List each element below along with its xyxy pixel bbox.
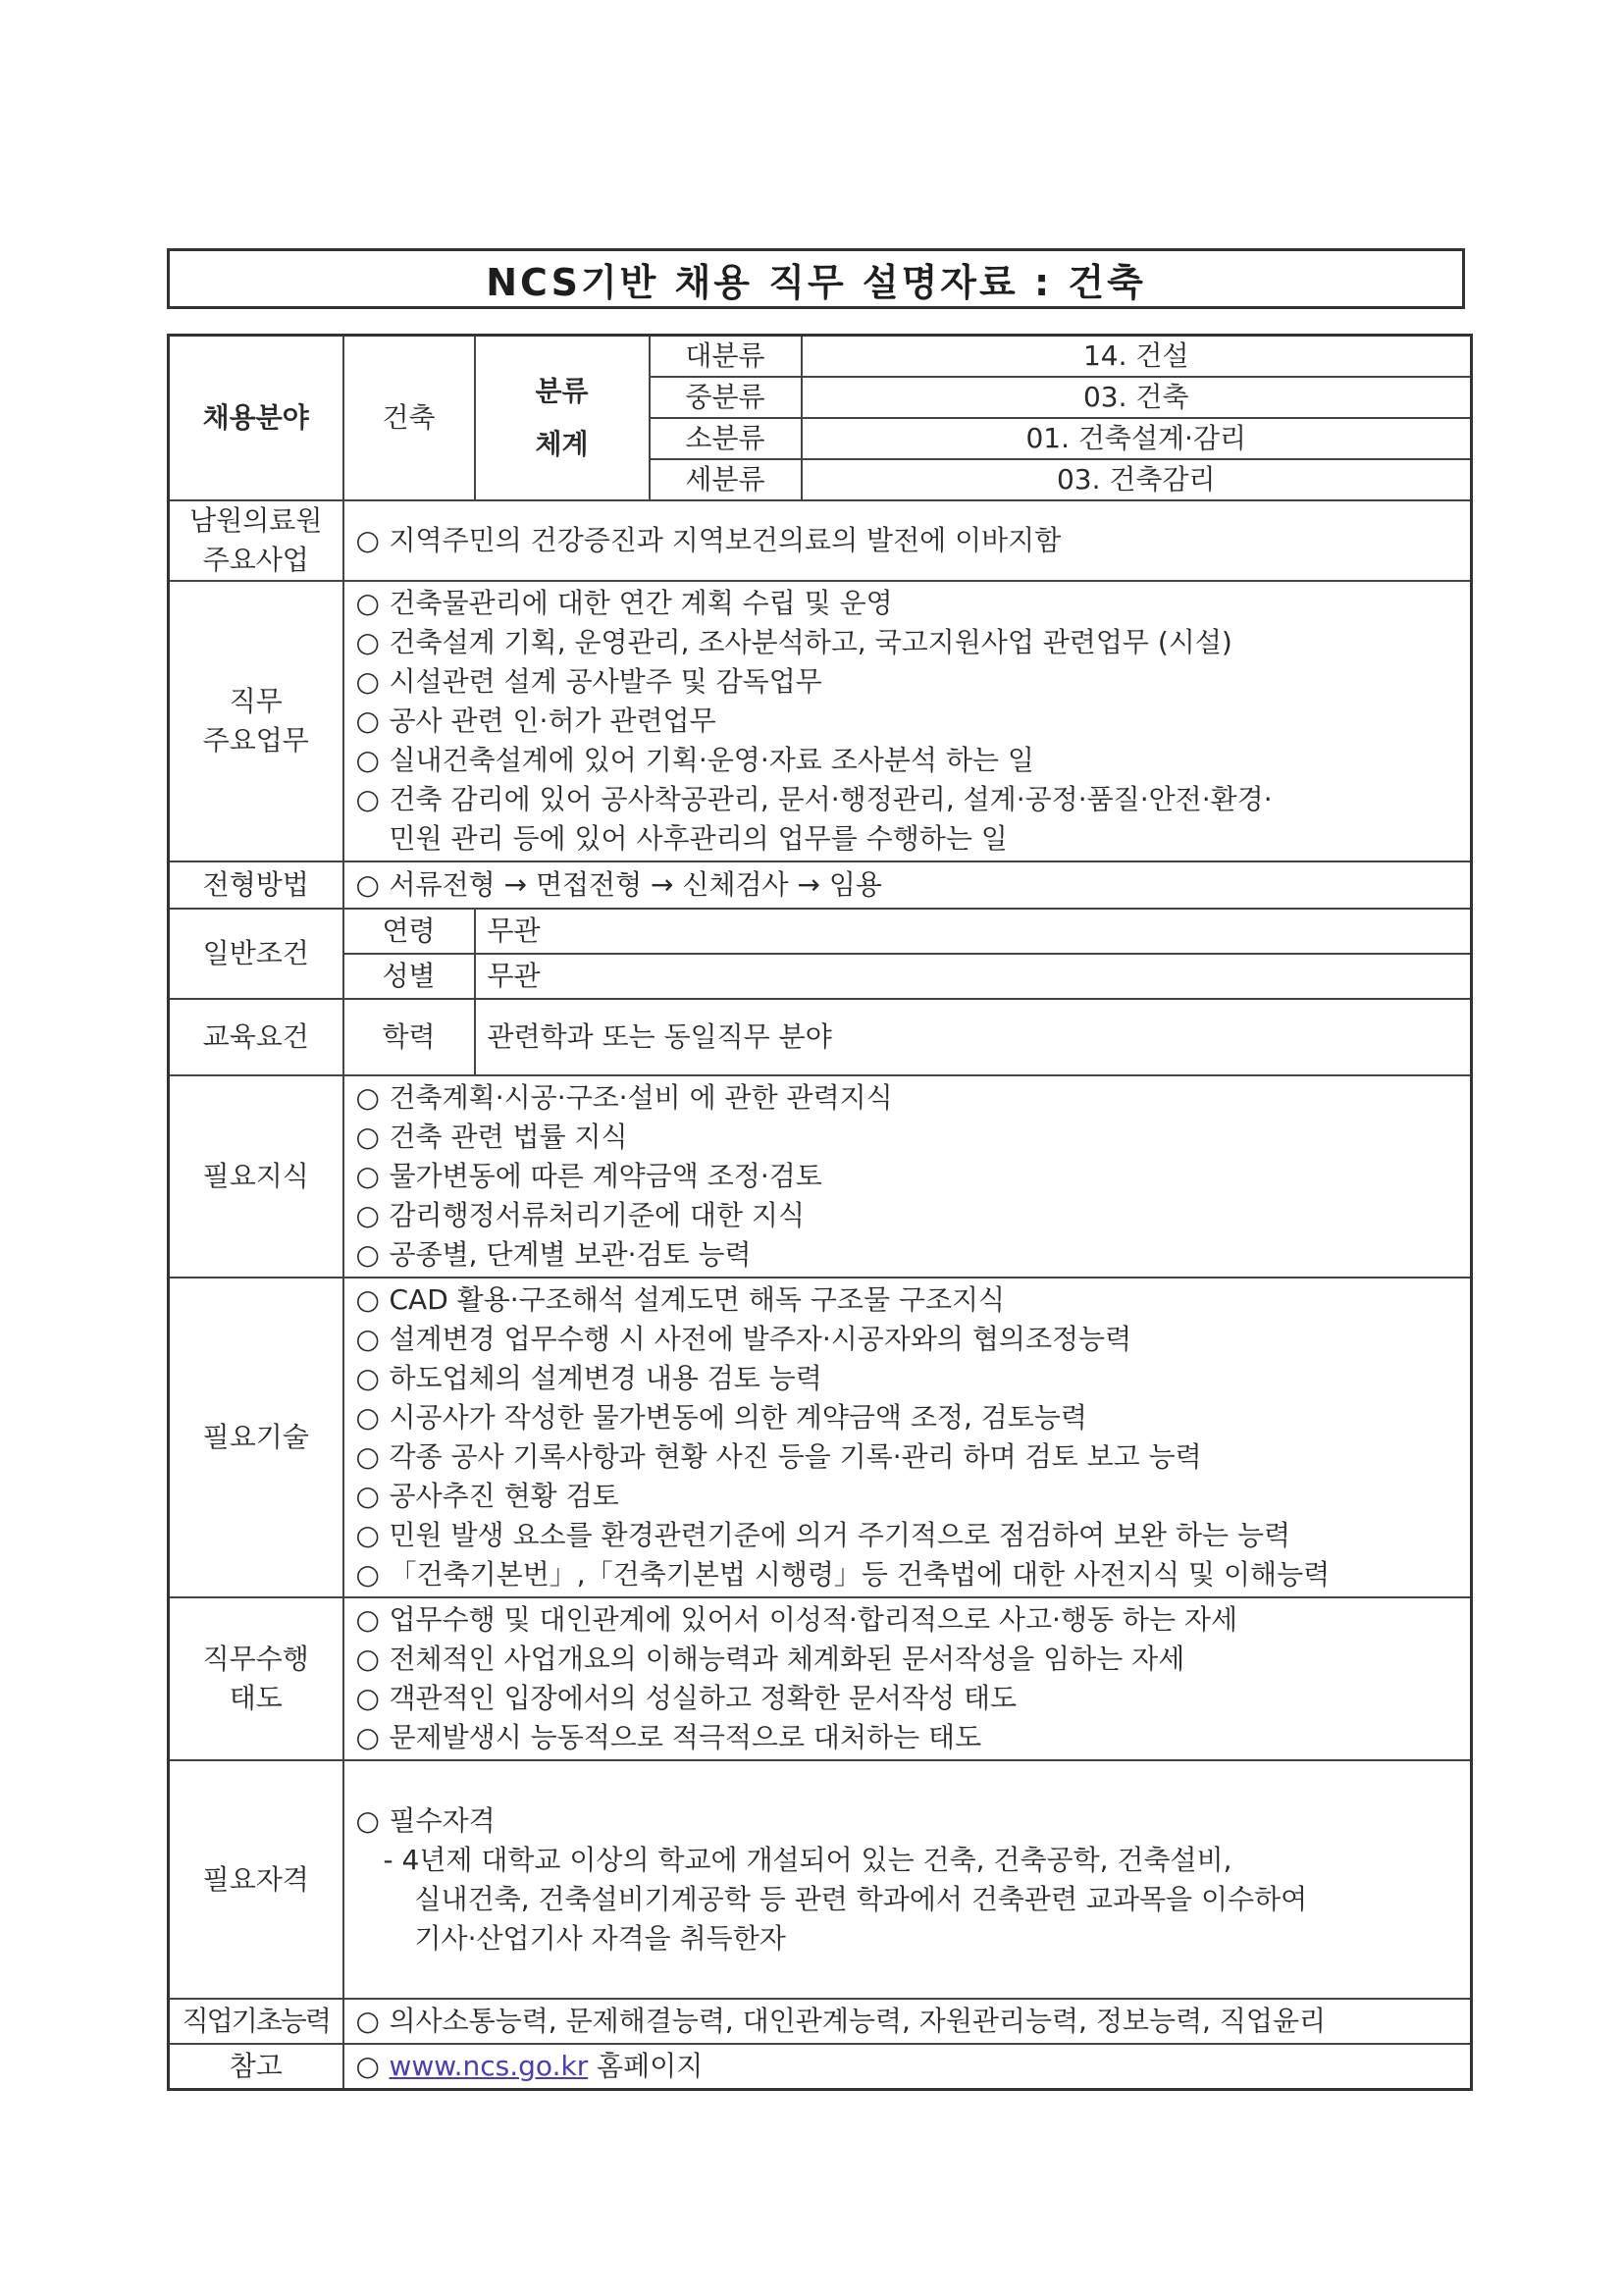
age-value: 무관 [475,909,1472,954]
bullet-icon: ○ [355,704,380,737]
list-item: ○ 민원 발생 요소를 환경관련기준에 의거 주기적으로 점검하여 보완 하는 능력 [356,1516,1459,1555]
list-item: ○ 감리행정서류처리기준에 대한 지식 [356,1196,1459,1235]
class-minor-value: 01. 건축설계·감리 [802,418,1472,459]
knowledge-content [343,1075,1472,1278]
bullet-icon: ○ [355,1803,380,1837]
field-label: 채용분야 [169,336,343,501]
list-item: ○ 업무수행 및 대인관계에 있어서 이성적·합리적으로 사고·행동 하는 자세 [356,1600,1459,1640]
business-text: 지역주민의 건강증진과 지역보건의료의 발전에 이바지함 [389,524,1062,556]
list-item: ○ 「건축기본번」,「건축기본법 시행령」등 건축법에 대한 사전지식 및 이해능력 [356,1555,1459,1594]
bullet-icon: ○ [355,1160,380,1192]
list-item: ○ 공사 관련 인·허가 관련업무 [356,702,1459,741]
qualification-label: 필요자격 [169,1760,343,1999]
qualification-line: 실내건축, 건축설비기계공학 등 관련 학과에서 건축관련 교과목을 이수하여 [414,1882,1308,1915]
business-content [343,500,1472,581]
bullet-icon: ○ [355,626,380,658]
bullet-icon: ○ [355,1643,380,1675]
list-item: ○ CAD 활용·구조해석 설계도면 해독 구조물 구조지식 [356,1280,1459,1320]
class-detail-value: 03. 건축감리 [802,459,1472,500]
class-middle-label: 중분류 [650,377,802,418]
duties-label-2: 주요업무 [202,724,309,757]
education-sub-label: 학력 [343,999,475,1075]
bullet-icon: ○ [355,1283,380,1316]
duties-label-1: 직무 [229,685,283,717]
basic-text: 의사소통능력, 문제해결능력, 대인관계능력, 자원관리능력, 정보능력, 직업윤리 [389,2005,1327,2037]
education-value: 관련학과 또는 동일직무 분야 [475,999,1472,1075]
bullet-icon: ○ [355,1323,380,1355]
bullet-icon: ○ [355,524,380,556]
qualification-line: - 4년제 대학교 이상의 학교에 개설되어 있는 건축, 건축공학, 건축설비, [383,1843,1232,1876]
class-middle-value: 03. 건축 [802,377,1472,418]
bullet-icon: ○ [355,1238,380,1271]
classification-label-1: 분류 [535,375,589,407]
general-label: 일반조건 [169,909,343,999]
list-item: ○ 전체적인 사업개요의 이해능력과 체계화된 문서작성을 임하는 자세 [356,1640,1459,1679]
classification-label [475,336,650,501]
reference-content [343,2044,1472,2090]
reference-label: 참고 [169,2044,343,2090]
skills-content [343,1278,1472,1597]
bullet-icon: ○ [355,868,380,901]
knowledge-label: 필요지식 [169,1075,343,1278]
bullet-icon: ○ [355,665,380,698]
bullet-icon: ○ [355,1603,380,1636]
basic-content [343,1999,1472,2044]
class-major-value: 14. 건설 [802,336,1472,378]
job-description-table [167,334,1473,2091]
list-item: ○ 각종 공사 기록사항과 현황 사진 등을 기록·관리 하며 검토 보고 능력 [356,1437,1459,1477]
business-label [169,500,343,581]
list-item: ○ 설계변경 업무수행 시 사전에 발주자·시공자와의 협의조정능력 [356,1320,1459,1359]
list-item: ○ 시설관련 설계 공사발주 및 감독업무 [356,662,1459,702]
attitude-label-2: 태도 [229,1682,283,1714]
basic-label: 직업기초능력 [169,1999,343,2044]
qualification-content [343,1760,1472,1999]
list-item: ○ 건축설계 기획, 운영관리, 조사분석하고, 국고지원사업 관련업무 (시설) [356,623,1459,662]
attitude-label [169,1597,343,1760]
bullet-icon: ○ [355,1401,380,1434]
bullet-icon: ○ [355,1199,380,1231]
duties-label [169,581,343,861]
list-item: ○ 공종별, 단계별 보관·검토 능력 [356,1235,1459,1275]
bullet-icon: ○ [355,587,380,619]
attitude-label-1: 직무수행 [202,1643,309,1675]
duties-content [343,581,1472,861]
qualification-line: 기사·산업기사 자격을 취득한자 [414,1921,786,1955]
bullet-icon: ○ [355,1682,380,1714]
qualification-head: ○ 필수자격 [356,1801,1459,1841]
list-item: ○ 객관적인 입장에서의 성실하고 정확한 문서작성 태도 [356,1679,1459,1718]
bullet-icon: ○ [355,1121,380,1153]
ncs-link[interactable]: www.ncs.go.kr [389,2050,589,2082]
bullet-icon: ○ [355,2005,380,2037]
selection-label: 전형방법 [169,861,343,909]
class-detail-label: 세분류 [650,459,802,500]
list-item: ○ 물가변동에 따른 계약금액 조정·검토 [356,1157,1459,1196]
page-title: NCS기반 채용 직무 설명자료 : 건축 [167,248,1465,309]
class-minor-label: 소분류 [650,418,802,459]
list-item: ○ 건축 감리에 있어 공사착공관리, 문서·행정관리, 설계·공정·품질·안전·환경· [356,780,1459,819]
skills-label: 필요기술 [169,1278,343,1597]
bullet-icon: ○ [355,1081,380,1114]
list-item: ○ 실내건축설계에 있어 기획·운영·자료 조사분석 하는 일 [356,741,1459,780]
bullet-icon: ○ [355,1721,380,1753]
gender-label: 성별 [343,954,475,999]
bullet-icon: ○ [355,1558,380,1591]
age-label: 연령 [343,909,475,954]
bullet-icon: ○ [355,744,380,776]
selection-content [343,861,1472,909]
list-item: ○ 시공사가 작성한 물가변동에 의한 계약금액 조정, 검토능력 [356,1398,1459,1437]
classification-label-2: 체계 [535,428,589,460]
list-item: ○ 건축물관리에 대한 연간 계획 수립 및 운영 [356,584,1459,623]
gender-value: 무관 [475,954,1472,999]
bullet-icon: ○ [355,2050,380,2082]
bullet-icon: ○ [355,1362,380,1394]
business-label-1: 남원의료원 [189,504,323,537]
reference-suffix: 홈페이지 [588,2050,704,2082]
list-item: ○ 건축계획·시공·구조·설비 에 관한 관력지식 [356,1078,1459,1118]
list-item: ○ 건축 관련 법률 지식 [356,1118,1459,1157]
class-major-label: 대분류 [650,336,802,378]
education-label: 교육요건 [169,999,343,1075]
business-label-2: 주요사업 [202,544,309,576]
list-item: ○ 공사추진 현황 검토 [356,1477,1459,1516]
attitude-content [343,1597,1472,1760]
field-value: 건축 [343,336,475,501]
selection-text: 서류전형 → 면접전형 → 신체검사 → 임용 [389,868,882,901]
bullet-icon: ○ [355,1519,380,1551]
bullet-icon: ○ [355,783,380,815]
list-item: ○ 하도업체의 설계변경 내용 검토 능력 [356,1359,1459,1398]
bullet-icon: ○ [355,1480,380,1512]
list-item: ○ 문제발생시 능동적으로 적극적으로 대처하는 태도 [356,1718,1459,1757]
list-item-continuation: 민원 관리 등에 있어 사후관리의 업무를 수행하는 일 [389,822,1008,855]
bullet-icon: ○ [355,1440,380,1473]
